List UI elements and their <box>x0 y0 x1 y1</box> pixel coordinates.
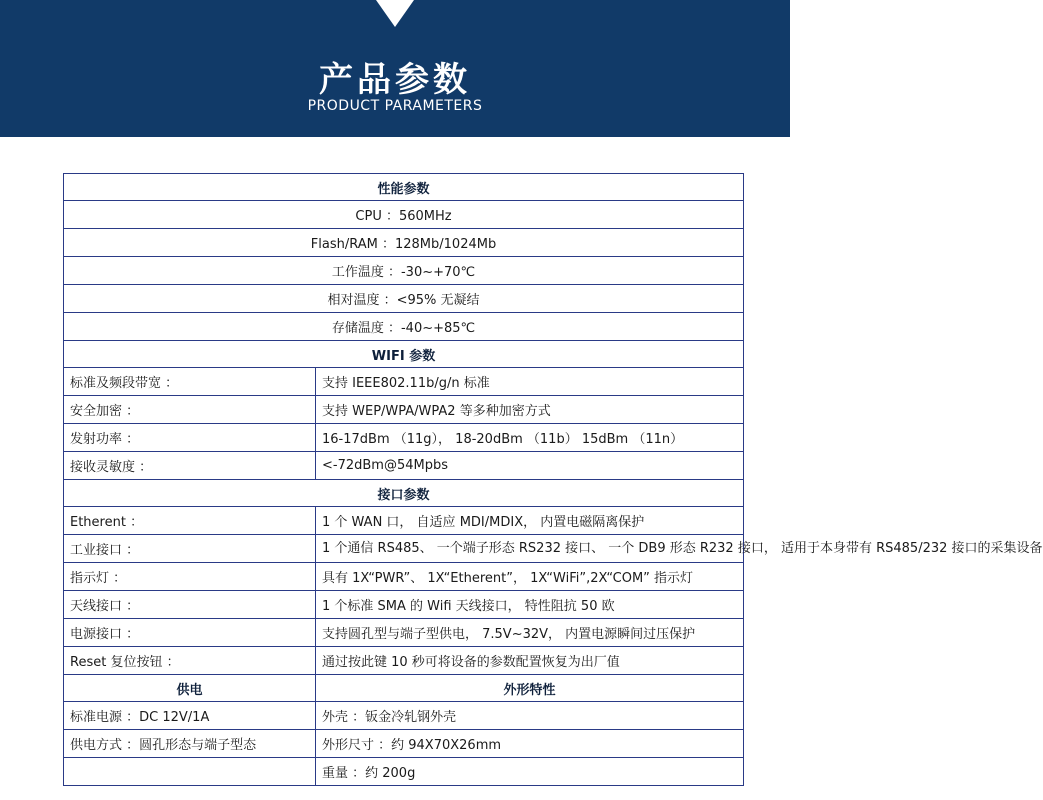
wifi-label: 标准及频段带宽 ： <box>64 368 316 396</box>
interface-value: 1 个标准 SMA 的 Wifi 天线接口， 特性阻抗 50 欧 <box>316 591 744 619</box>
interface-value: 通过按此键 10 秒可将设备的参数配置恢复为出厂值 <box>316 647 744 675</box>
wifi-label: 安全加密 ： <box>64 396 316 424</box>
form-item: 重量 ：约 200g <box>316 758 744 786</box>
interface-label: 电源接口 ： <box>64 619 316 647</box>
wifi-value: 16-17dBm （11g）， 18-20dBm （11b） 15dBm （11n） <box>316 424 744 452</box>
performance-storage-temp: 存储温度 ：-40~+85℃ <box>64 313 744 341</box>
wifi-value: <-72dBm@54Mpbs <box>316 452 744 480</box>
interface-label: Reset 复位按钮 ： <box>64 647 316 675</box>
section-form-title: 外形特性 <box>316 675 744 702</box>
power-item: 标准电源 ：DC 12V/1A <box>64 702 316 730</box>
wifi-label: 接收灵敏度 ： <box>64 452 316 480</box>
parameters-table <box>63 173 1043 786</box>
page-subtitle: PRODUCT PARAMETERS <box>307 98 483 114</box>
power-item: 供电方式 ：圆孔形态与端子型态 <box>64 730 316 758</box>
power-item <box>64 758 316 786</box>
performance-operating-temp: 工作温度 ：-30~+70℃ <box>64 257 744 285</box>
form-item: 外形尺寸 ：约 94X70X26mm <box>316 730 744 758</box>
interface-label: Etherent ： <box>64 507 316 535</box>
page-title: 产品参数 <box>319 60 471 100</box>
section-wifi-title: WIFI 参数 <box>64 341 744 368</box>
wifi-label: 发射功率 ： <box>64 424 316 452</box>
performance-cpu: CPU ：560MHz <box>64 201 744 229</box>
wifi-value: 支持 IEEE802.11b/g/n 标准 <box>316 368 744 396</box>
interface-value: 1 个通信 RS485、 一个端子形态 RS232 接口、 一个 DB9 形态 R232 接口， 适用于本身带有 RS485/232 接口的采集设备 <box>316 535 744 563</box>
interface-value: 1 个 WAN 口， 自适应 MDI/MDIX， 内置电磁隔离保护 <box>316 507 744 535</box>
interface-label: 指示灯 ： <box>64 563 316 591</box>
header-banner <box>0 0 790 137</box>
header-notch <box>376 0 414 27</box>
interface-value: 支持圆孔型与端子型供电， 7.5V~32V， 内置电源瞬间过压保护 <box>316 619 744 647</box>
section-power-title: 供电 <box>64 675 316 702</box>
interface-label: 工业接口 ： <box>64 535 316 563</box>
wifi-value: 支持 WEP/WPA/WPA2 等多种加密方式 <box>316 396 744 424</box>
performance-humidity: 相对温度 ：<95% 无凝结 <box>64 285 744 313</box>
form-item: 外壳 ：钣金冷轧钢外壳 <box>316 702 744 730</box>
section-performance-title: 性能参数 <box>64 174 744 201</box>
section-interface-title: 接口参数 <box>64 480 744 507</box>
interface-value: 具有 1X“PWR”、 1X“Etherent”， 1X“WiFi”,2X“COM” 指示灯 <box>316 563 744 591</box>
interface-label: 天线接口 ： <box>64 591 316 619</box>
performance-flash-ram: Flash/RAM ：128Mb/1024Mb <box>64 229 744 257</box>
